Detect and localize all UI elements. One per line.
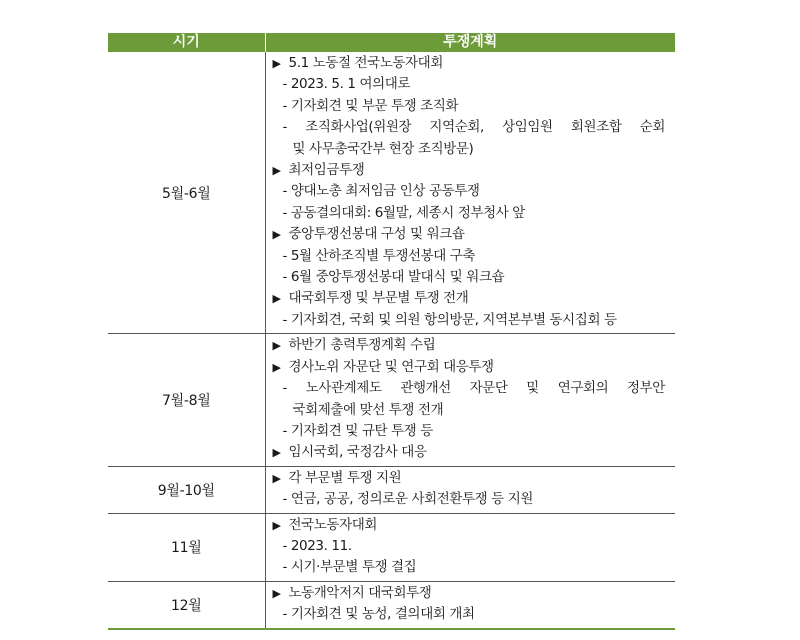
plan-item: - 기자회견 및 부문 투쟁 조직화 [282, 97, 459, 114]
period-cell: 9월-10월 [108, 466, 265, 513]
header-period: 시기 [108, 33, 265, 52]
plan-item [273, 378, 672, 399]
plan-item: - 2023. 11. [282, 537, 352, 554]
plan-heading-text: 임시국회, 국정감사 대응 [288, 444, 427, 461]
period-cell: 5월-6월 [108, 52, 265, 334]
plan-cell [265, 334, 675, 466]
plan-item-word: 노사관계제도 [305, 380, 382, 397]
plan-item: - 양대노총 최저임금 인상 공동투쟁 [282, 183, 480, 200]
plan-item-word: - [282, 119, 287, 136]
period-cell: 12월 [108, 581, 265, 628]
plan-item-word: 정부안 [627, 380, 665, 397]
period-cell: 11월 [108, 513, 265, 581]
plan-heading [273, 583, 672, 604]
plan-item: - 2023. 5. 1 여의대로 [282, 76, 411, 93]
plan-heading [273, 224, 672, 245]
plan-heading-text: 전국노동자대회 [288, 516, 377, 533]
plan-item-word: 상임임원 [502, 119, 553, 136]
period-cell: 7월-8월 [108, 334, 265, 466]
plan-heading [273, 53, 672, 74]
triangle-bullet-icon: ▶ [272, 57, 281, 70]
plan-heading [273, 335, 672, 356]
plan-cell [265, 513, 675, 581]
plan-item-word: 지역순회, [429, 119, 484, 136]
table-row [108, 581, 675, 628]
plan-item: - 시기·부문별 투쟁 결집 [282, 559, 417, 576]
plan-heading [273, 288, 672, 309]
plan-item: - 5월 산하조직별 투쟁선봉대 구축 [282, 247, 476, 264]
table-row [108, 466, 675, 513]
plan-heading-text: 경사노위 자문단 및 연구회 대응투쟁 [288, 358, 494, 375]
plan-cell [265, 52, 675, 334]
header-row [108, 33, 675, 52]
plan-item-word: 및 [526, 380, 539, 397]
triangle-bullet-icon: ▶ [272, 164, 281, 178]
table-row [108, 334, 675, 466]
plan-heading-text: 5.1 노동절 전국노동자대회 [288, 55, 443, 71]
triangle-bullet-icon: ▶ [272, 292, 281, 306]
plan-heading [273, 357, 672, 378]
triangle-bullet-icon: ▶ [272, 446, 281, 460]
plan-item: - 기자회견 및 농성, 결의대회 개최 [282, 606, 475, 623]
plan-cell [265, 581, 675, 628]
plan-item: - 연금, 공공, 정의로운 사회전환투쟁 등 지원 [282, 491, 533, 508]
plan-heading-text: 노동개악저지 대국회투쟁 [288, 584, 432, 601]
plan-item-continuation: 국회제출에 맞선 투쟁 전개 [292, 401, 444, 418]
struggle-plan-table [108, 33, 675, 630]
plan-item: - 공동결의대회: 6월말, 세종시 정부청사 앞 [282, 204, 525, 221]
plan-item-word: 순회 [639, 119, 665, 136]
plan-item: - 기자회견, 국회 및 의원 항의방문, 지역본부별 동시집회 등 [282, 311, 617, 328]
plan-item-word: 회원조합 [570, 119, 622, 136]
plan-item-word: - [282, 380, 287, 397]
plan-heading-text: 최저임금투쟁 [288, 162, 365, 179]
plan-item-continuation: 및 사무총국간부 현장 조직방문) [292, 140, 474, 157]
triangle-bullet-icon: ▶ [272, 586, 281, 600]
plan-item: - 6월 중앙투쟁선봉대 발대식 및 워크숍 [282, 269, 505, 286]
plan-heading [273, 515, 672, 536]
triangle-bullet-icon: ▶ [272, 360, 281, 374]
plan-item [273, 117, 672, 138]
plan-heading [273, 160, 672, 181]
table-row [108, 513, 675, 581]
plan-item-word: 자문단 [469, 380, 508, 397]
triangle-bullet-icon: ▶ [272, 228, 281, 242]
plan-heading-text: 중앙투쟁선봉대 구성 및 워크숍 [288, 226, 465, 243]
plan-heading [273, 442, 672, 463]
header-plan: 투쟁계획 [265, 33, 675, 52]
plan-item-word: 조직화사업(위원장 [305, 119, 412, 136]
plan-heading-text: 대국회투쟁 및 부문별 투쟁 전개 [288, 290, 469, 307]
plan-heading-text: 하반기 총력투쟁계획 수립 [288, 337, 436, 354]
plan-item-word: 연구회의 [557, 380, 609, 397]
plan-item: - 기자회견 및 규탄 투쟁 등 [282, 422, 433, 439]
plan-heading [273, 468, 672, 489]
triangle-bullet-icon: ▶ [272, 471, 281, 485]
plan-item-word: 관행개선 [400, 380, 451, 397]
table-header [108, 33, 675, 52]
plan-heading-text: 각 부문별 투쟁 지원 [288, 469, 402, 486]
triangle-bullet-icon: ▶ [272, 339, 281, 353]
table-body [108, 52, 675, 629]
plan-cell [265, 466, 675, 513]
table-row [108, 52, 675, 334]
triangle-bullet-icon: ▶ [272, 518, 281, 532]
